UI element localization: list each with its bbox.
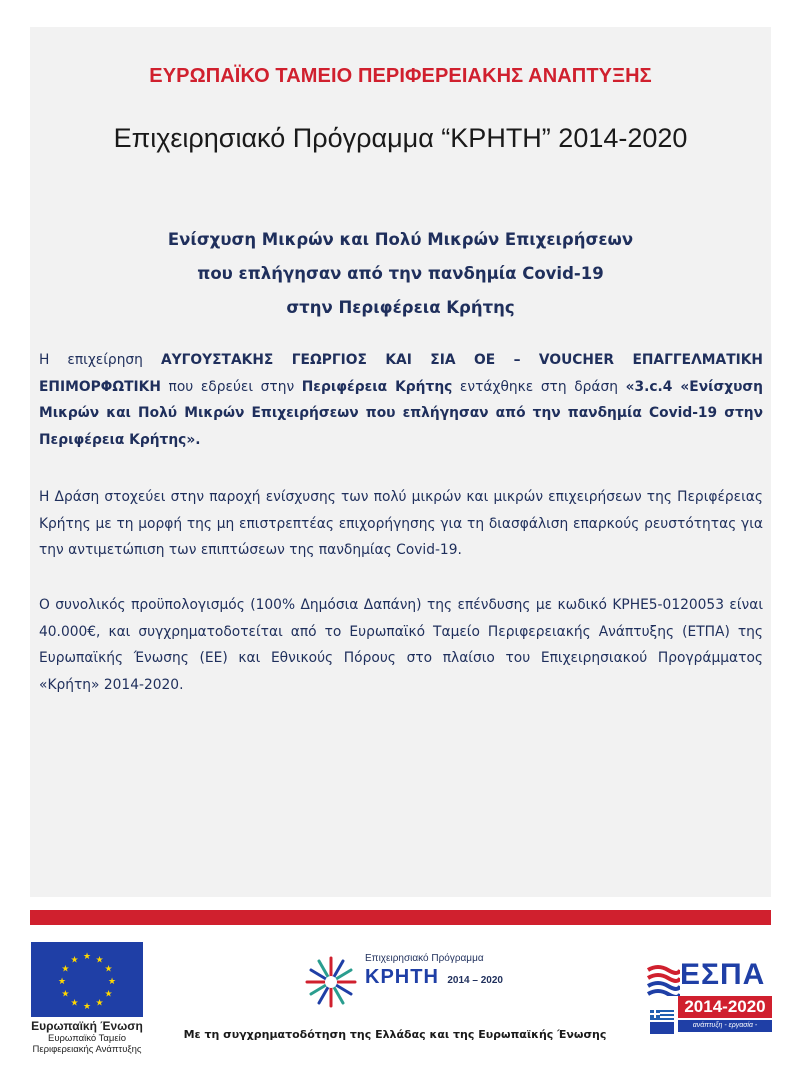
goal-paragraph: Η Δράση στοχεύει στην παροχή ενίσχυσης των πολύ μικρών και μικρών επιχειρήσεων της Περιφέρειας Κρήτης με τη μορφή της μη επιστρεπτέας επιχορήγησης για τη διασφάλιση επαρκούς ρευστότητας για την αντιμετώπιση των επιπτώσεων της πανδημίας Covid-19. xyxy=(39,489,763,558)
action-title-line: Ενίσχυση Μικρών και Πολύ Μικρών Επιχειρήσεων xyxy=(167,230,634,249)
svg-text:★: ★ xyxy=(107,977,117,987)
eu-small-flag-icon xyxy=(650,1022,674,1034)
action-title-line: στην Περιφέρεια Κρήτης xyxy=(286,298,515,317)
espa-logo xyxy=(646,958,772,1042)
crete-name: ΚΡΗΤΗ xyxy=(365,966,439,988)
business-paragraph xyxy=(39,347,763,453)
program-title: Επιχειρησιακό Πρόγραμμα “ΚΡΗΤΗ” 2014-2020 xyxy=(113,123,688,153)
svg-text:★: ★ xyxy=(61,989,70,1000)
crete-burst-icon xyxy=(303,950,359,1010)
text-run: που εδρεύει στην xyxy=(160,378,302,395)
svg-text:★: ★ xyxy=(82,1002,92,1012)
svg-text:★: ★ xyxy=(57,977,67,987)
budget-paragraph: Ο συνολικός προϋπολογισμός (100% Δημόσια Δαπάνη) της επένδυσης με κωδικό ΚΡΗΕ5-0120053 είναι 40.000€, και συγχρηματοδοτείται από το Ευρωπαϊκό Ταμείο Περιφερειακής Ανάπτυξης (ΕΤΠΑ) της Ευρωπαϊκής Ένωσης (ΕΕ) και Εθνικούς Πόρους στο πλαίσιο του Επιχειρησιακού Προγράμματος «Κρήτη» 2014-2020. xyxy=(39,597,763,693)
action-title xyxy=(30,223,771,325)
region-name: Περιφέρεια Κρήτης xyxy=(301,378,453,395)
espa-word: ΕΣΠΑ xyxy=(680,958,766,991)
eu-flag-icon xyxy=(31,942,143,1017)
poster-panel xyxy=(30,27,771,897)
svg-text:★: ★ xyxy=(104,989,113,1000)
crete-logo-text xyxy=(365,952,503,988)
eu-fund-line: Ευρωπαϊκό Ταμείο xyxy=(48,1033,126,1044)
action-title-line: που επλήγησαν από την πανδημία Covid-19 xyxy=(197,264,604,283)
svg-text:★: ★ xyxy=(61,964,70,975)
svg-text:★: ★ xyxy=(104,964,113,975)
espa-years: 2014-2020 xyxy=(678,996,772,1018)
svg-text:★: ★ xyxy=(95,998,104,1009)
text-run: Η επιχείρηση xyxy=(39,352,161,368)
crete-program-label: Επιχειρησιακό Πρόγραμμα xyxy=(365,953,484,964)
action-name: «3.c.4 «Ενίσχυση Μικρών και Πολύ Μικρών Επιχειρήσεων που επλήγησαν από την πανδημία Covid-19 στην Περιφέρεια Κρήτης». xyxy=(39,378,763,448)
svg-text:★: ★ xyxy=(95,955,104,966)
eu-caption xyxy=(23,1019,151,1055)
espa-slogan: ανάπτυξη - εργασία - αλληλεγγύη xyxy=(678,1020,772,1032)
eu-fund-line: Περιφερειακής Ανάπτυξης xyxy=(32,1044,142,1055)
fund-title: ΕΥΡΩΠΑΪΚΟ ΤΑΜΕΙΟ ΠΕΡΙΦΕΡΕΙΑΚΗΣ ΑΝΑΠΤΥΞΗΣ xyxy=(149,65,652,87)
svg-text:★: ★ xyxy=(70,955,79,966)
eu-stars-icon xyxy=(31,942,143,1017)
text-run: εντάχθηκε στη δράση xyxy=(452,378,626,395)
espa-waves-icon xyxy=(646,962,680,996)
company-name: ΑΥΓΟΥΣΤΑΚΗΣ ΓΕΩΡΓΙΟΣ ΚΑΙ ΣΙΑ ΟΕ – VOUCHER ΕΠΑΓΓΕΛΜΑΤΙΚΗ ΕΠΙΜΟΡΦΩΤΙΚΗ xyxy=(39,352,763,395)
crete-years: 2014 – 2020 xyxy=(447,975,503,986)
crete-program-logo xyxy=(303,950,513,1010)
svg-text:★: ★ xyxy=(82,952,92,962)
red-divider xyxy=(30,910,771,925)
svg-text:★: ★ xyxy=(70,998,79,1009)
cofinancing-text: Με τη συγχρηματοδότηση της Ελλάδας και της Ευρωπαϊκής Ένωσης xyxy=(183,1028,607,1041)
eu-name: Ευρωπαϊκή Ένωση xyxy=(31,1019,143,1033)
